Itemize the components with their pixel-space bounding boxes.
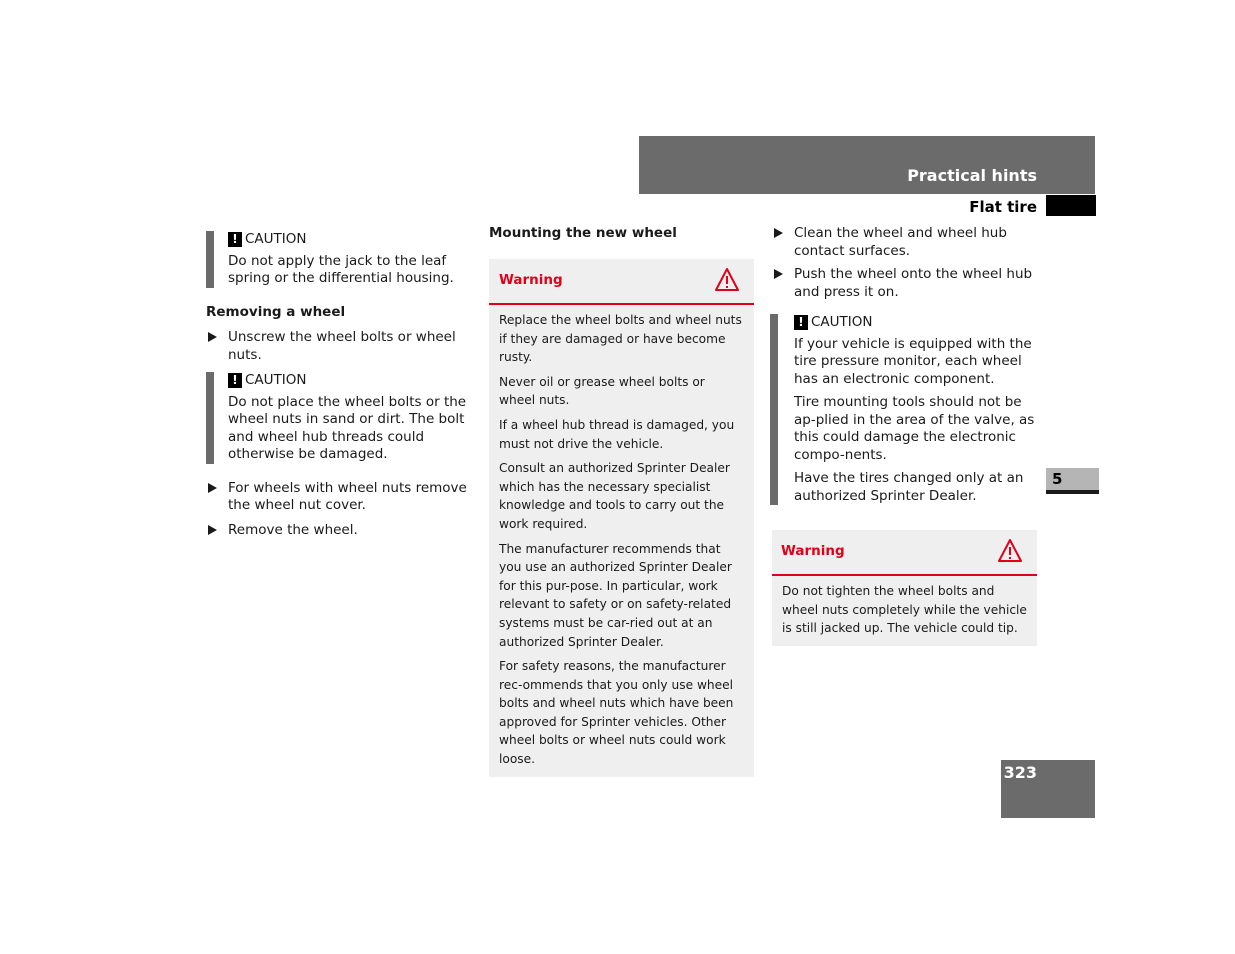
step-text: Push the wheel onto the wheel hub and press it on. <box>794 266 1033 300</box>
instruction-step <box>206 522 474 540</box>
warning-box <box>772 530 1037 646</box>
caution-label: CAUTION <box>245 372 307 388</box>
caution-text: Have the tires changed only at an authorized Sprinter Dealer. <box>794 470 1024 504</box>
arrow-bullet-icon <box>208 483 217 493</box>
step-text: Remove the wheel. <box>228 521 358 538</box>
warning-header <box>772 530 1037 576</box>
warning-label: Warning <box>499 272 563 288</box>
caution-box <box>206 372 474 464</box>
caution-bar <box>206 231 214 288</box>
warning-body <box>489 305 754 777</box>
chapter-number: 5 <box>1052 470 1063 488</box>
instruction-step <box>772 225 1038 260</box>
section-heading: Removing a wheel <box>206 303 346 320</box>
warning-paragraph: Do not tighten the wheel bolts and wheel nuts completely while the vehicle is still jacked up. The vehicle could tip. <box>782 584 1027 636</box>
warning-paragraph: The manufacturer recommends that you use an authorized Sprinter Dealer for this pur-pose. In particular, work relevant to safety or on safety-related systems must be car-ried out at an authorized Sprinter Dealer. <box>499 541 732 649</box>
warning-paragraph: Consult an authorized Sprinter Dealer which has the necessary specialist knowledge and tools to carry out the work required. <box>499 461 730 531</box>
step-text: Clean the wheel and wheel hub contact surfaces. <box>794 225 1007 259</box>
step-text: Unscrew the wheel bolts or wheel nuts. <box>228 329 456 363</box>
warning-triangle-icon <box>714 267 740 293</box>
arrow-bullet-icon <box>774 228 783 238</box>
caution-text: Do not apply the jack to the leaf spring or the differential housing. <box>228 252 454 286</box>
warning-paragraph: Replace the wheel bolts and wheel nuts if they are damaged or have become rusty. <box>499 313 742 365</box>
arrow-bullet-icon <box>774 269 783 279</box>
instruction-step <box>772 266 1038 301</box>
instruction-step <box>206 329 474 364</box>
caution-label: CAUTION <box>245 231 307 247</box>
section-heading: Mounting the new wheel <box>489 225 677 241</box>
warning-paragraph: Never oil or grease wheel bolts or wheel nuts. <box>499 374 705 408</box>
column-middle <box>489 225 754 243</box>
exclamation-icon: ! <box>228 232 242 247</box>
section-title: Practical hints <box>907 166 1037 185</box>
column-right <box>772 225 1038 511</box>
warning-box <box>489 259 754 777</box>
chapter-tab-underline <box>1046 490 1099 494</box>
section-header-bar <box>639 136 1095 194</box>
subsection-marker <box>1046 195 1096 216</box>
caution-bar <box>770 314 778 505</box>
instruction-step <box>206 480 474 515</box>
caution-text: If your vehicle is equipped with the tire pressure monitor, each wheel has an electronic component. <box>794 335 1032 387</box>
warning-header <box>489 259 754 305</box>
arrow-bullet-icon <box>208 525 217 535</box>
caution-label: CAUTION <box>811 314 873 330</box>
warning-label: Warning <box>781 543 845 559</box>
exclamation-icon: ! <box>228 373 242 388</box>
column-left <box>206 231 474 539</box>
step-text: For wheels with wheel nuts remove the wheel nut cover. <box>228 479 467 513</box>
caution-text: Tire mounting tools should not be ap-plied in the area of the valve, as this could damage the electronic compo-nents. <box>794 394 1035 463</box>
page-number: 323 <box>1003 763 1037 782</box>
warning-paragraph: If a wheel hub thread is damaged, you must not drive the vehicle. <box>499 417 735 451</box>
warning-triangle-icon <box>997 538 1023 564</box>
exclamation-icon: ! <box>794 315 808 330</box>
arrow-bullet-icon <box>208 332 217 342</box>
caution-bar <box>206 372 214 464</box>
subsection-title: Flat tire <box>969 198 1037 216</box>
caution-box <box>206 231 474 288</box>
caution-box <box>772 314 1038 505</box>
warning-body <box>772 576 1037 646</box>
caution-text: Do not place the wheel bolts or the wheel nuts in sand or dirt. The bolt and wheel hub threads could otherwise be damaged. <box>228 393 467 462</box>
warning-paragraph: For safety reasons, the manufacturer rec-ommends that you only use wheel bolts and wheel nuts which have been approved for Sprinter vehicles. Other wheel bolts or wheel nuts could work loose. <box>499 659 734 767</box>
